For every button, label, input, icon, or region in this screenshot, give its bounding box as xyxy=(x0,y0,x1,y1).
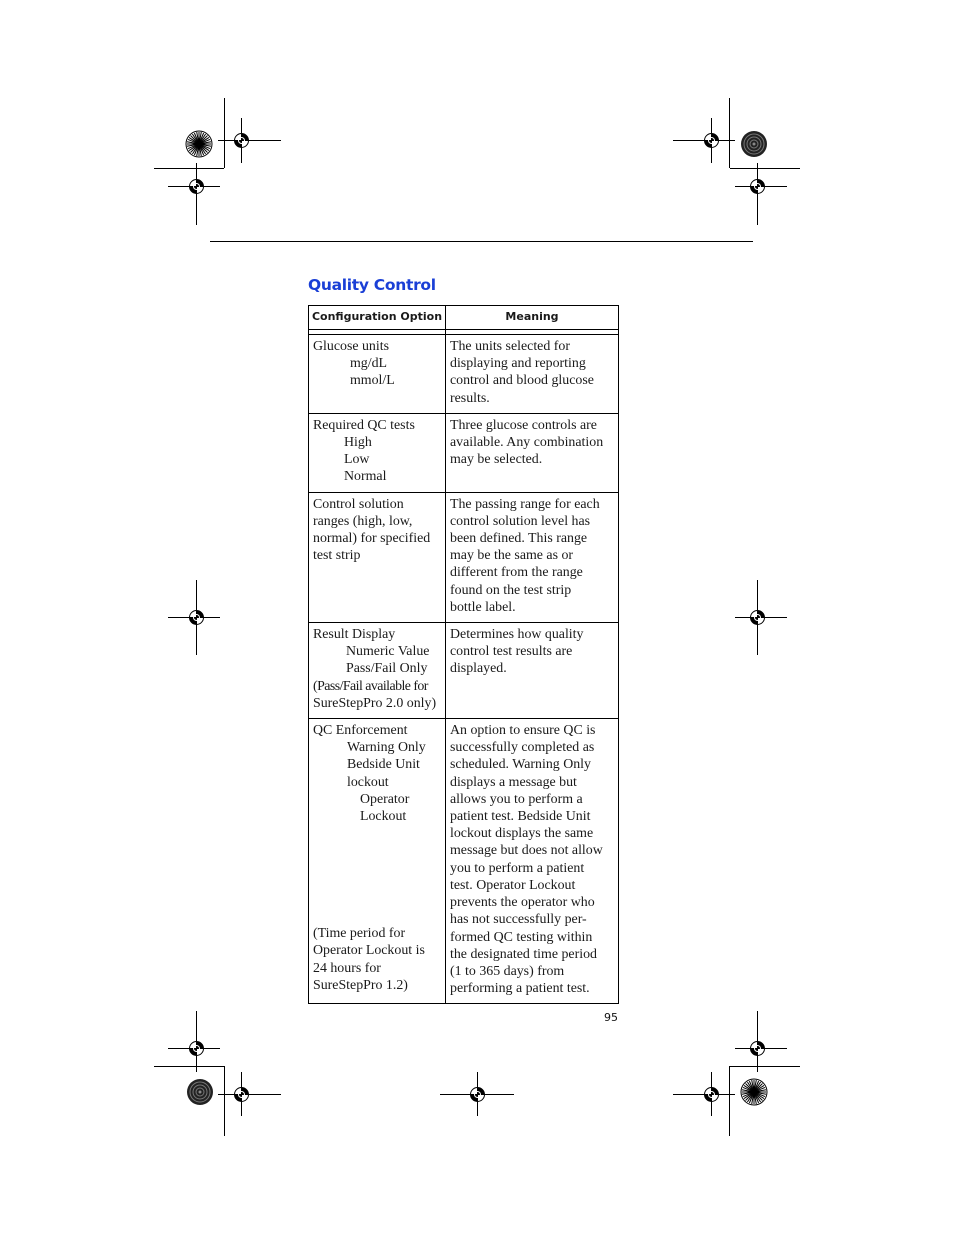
option-subchoice: Lockout xyxy=(360,809,407,825)
meaning-line: successfully completed as xyxy=(450,740,595,756)
meaning-line: allows you to perform a xyxy=(450,791,583,807)
meaning-line: performing a patient test. xyxy=(450,981,590,997)
meaning-line: you to perform a patient xyxy=(450,860,585,876)
meaning-line: available. Any combination xyxy=(450,435,604,451)
meaning-line: control test results are xyxy=(450,644,573,660)
meaning-line: found on the test strip xyxy=(450,582,572,598)
meaning-line: displayed. xyxy=(450,661,507,677)
header-rule xyxy=(210,241,753,242)
meaning-line: An option to ensure QC is xyxy=(450,723,596,739)
meaning-line: lockout displays the same xyxy=(450,826,594,842)
meaning-line: formed QC testing within xyxy=(450,929,593,945)
option-choice: Pass/Fail Only xyxy=(346,661,428,677)
option-note: Operator Lockout is xyxy=(313,943,425,959)
meaning-cell xyxy=(446,413,619,492)
meaning-line: results. xyxy=(450,390,490,406)
page-number: 95 xyxy=(604,1011,618,1024)
table-row xyxy=(309,492,619,622)
option-cell xyxy=(309,413,446,492)
quality-control-table xyxy=(308,305,619,1004)
option-subchoice: Operator xyxy=(360,791,410,807)
meaning-line: (1 to 365 days) from xyxy=(450,963,565,979)
option-label: Result Display xyxy=(313,627,396,643)
meaning-line: been defined. This range xyxy=(450,531,588,547)
option-label: normal) for specified xyxy=(313,531,431,547)
option-note: 24 hours for xyxy=(313,960,381,976)
meaning-line: prevents the operator who xyxy=(450,895,595,911)
meaning-line: displaying and reporting xyxy=(450,356,586,372)
option-choice: lockout xyxy=(347,774,389,790)
meaning-line: patient test. Bedside Unit xyxy=(450,809,591,825)
meaning-cell xyxy=(446,719,619,1004)
table-header-row xyxy=(309,306,619,330)
meaning-line: control and blood glucose xyxy=(450,373,594,389)
option-choice: Low xyxy=(344,452,370,468)
option-choice: mg/dL xyxy=(350,356,388,372)
column-header-configuration-option: Configuration Option xyxy=(309,306,446,330)
table-row xyxy=(309,335,619,414)
meaning-cell xyxy=(446,335,619,414)
meaning-line: scheduled. Warning Only xyxy=(450,757,591,773)
table-row xyxy=(309,623,619,719)
option-label: Glucose units xyxy=(313,339,390,354)
option-label: test strip xyxy=(313,548,361,564)
meaning-line: The passing range for each xyxy=(450,496,600,512)
column-header-meaning: Meaning xyxy=(446,306,619,330)
option-choice: Normal xyxy=(344,469,387,485)
option-label: QC Enforcement xyxy=(313,723,408,739)
meaning-line: may be the same as or xyxy=(450,548,574,564)
cell-spacer xyxy=(313,825,441,925)
meaning-line: The units selected for xyxy=(450,339,570,354)
meaning-line: the designated time period xyxy=(450,946,597,962)
meaning-line: bottle label. xyxy=(450,599,516,615)
option-cell xyxy=(309,719,446,1004)
option-cell xyxy=(309,492,446,622)
option-cell xyxy=(309,623,446,719)
option-choice: Warning Only xyxy=(347,740,426,756)
option-choice: High xyxy=(344,435,372,451)
option-label: Control solution xyxy=(313,496,404,512)
option-label: Required QC tests xyxy=(313,417,415,433)
option-note: SureStepPro 1.2) xyxy=(313,977,408,993)
meaning-line: message but does not allow xyxy=(450,843,603,859)
option-label: ranges (high, low, xyxy=(313,513,413,529)
option-cell xyxy=(309,335,446,414)
meaning-cell xyxy=(446,492,619,622)
meaning-line: Three glucose controls are xyxy=(450,417,597,433)
table-row xyxy=(309,719,619,1004)
meaning-line: different from the range xyxy=(450,565,583,581)
option-note: SureStepPro 2.0 only) xyxy=(313,695,437,711)
option-choice: mmol/L xyxy=(350,373,395,389)
section-title: Quality Control xyxy=(308,276,436,294)
meaning-cell xyxy=(446,623,619,719)
option-choice: Bedside Unit xyxy=(347,757,420,773)
meaning-line: has not successfully per- xyxy=(450,912,587,928)
option-choice: Numeric Value xyxy=(346,644,430,660)
option-note: (Time period for xyxy=(313,926,406,942)
table-row xyxy=(309,413,619,492)
meaning-line: may be selected. xyxy=(450,452,543,468)
meaning-line: control solution level has xyxy=(450,513,591,529)
meaning-line: Determines how quality xyxy=(450,627,584,643)
meaning-line: displays a message but xyxy=(450,774,577,790)
meaning-line: test. Operator Lockout xyxy=(450,877,576,893)
option-note: (Pass/Fail available for xyxy=(313,678,428,694)
